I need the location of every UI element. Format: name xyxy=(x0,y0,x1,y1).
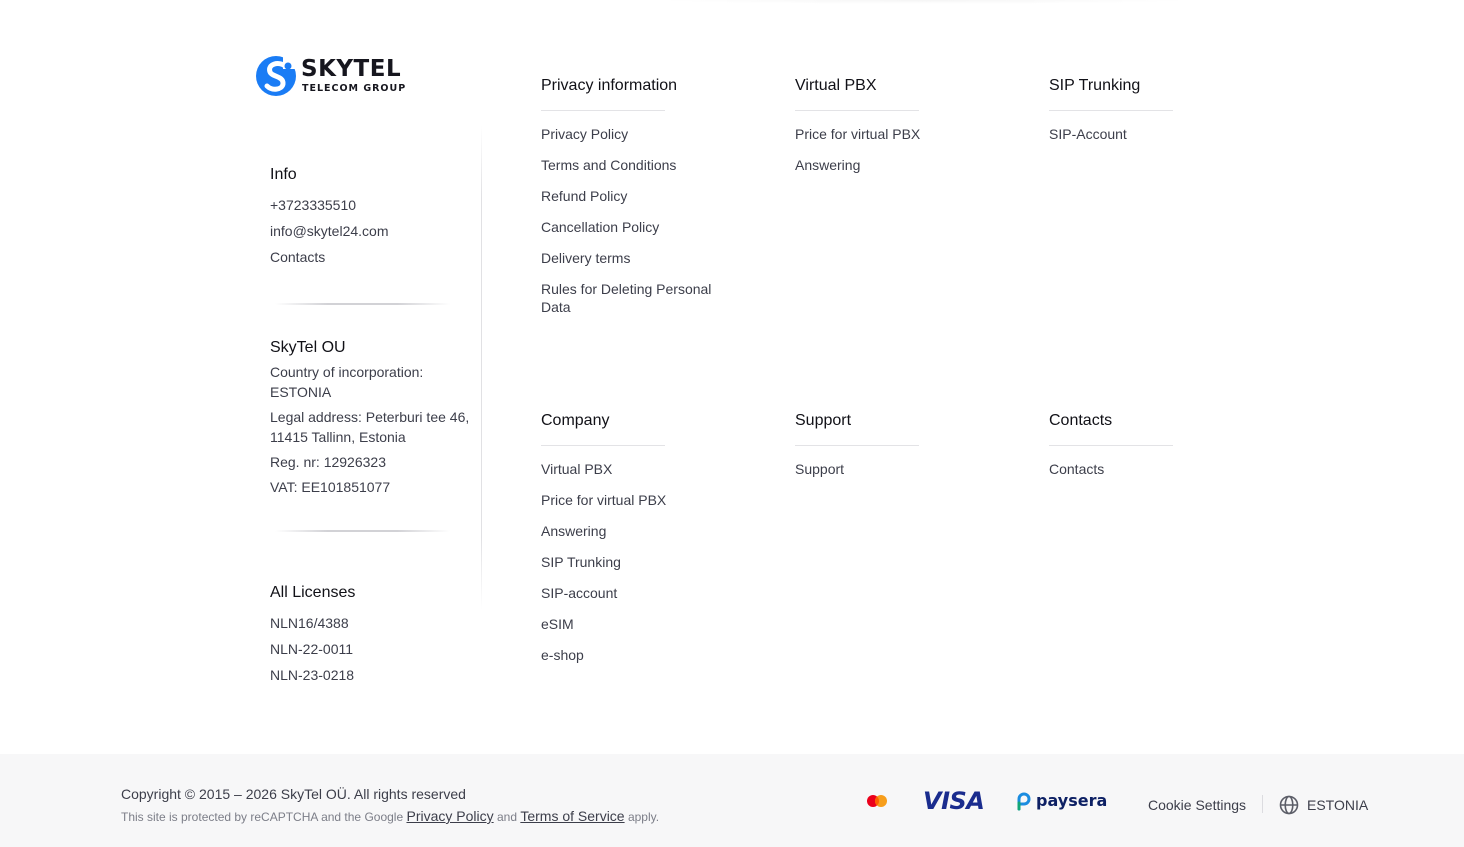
column-title: Virtual PBX xyxy=(795,77,877,94)
title-underline xyxy=(541,445,665,446)
info-block xyxy=(270,166,470,270)
logo-title: SKYTEL xyxy=(301,56,402,83)
title-underline xyxy=(795,445,919,446)
title-underline xyxy=(541,110,665,111)
copyright-text: Copyright © 2015 – 2026 SkyTel OÜ. All rights reserved xyxy=(121,786,466,802)
title-underline xyxy=(1049,445,1173,446)
licenses-title[interactable]: All Licenses xyxy=(270,584,356,601)
top-shadow xyxy=(650,0,1200,4)
column-title: Support xyxy=(795,412,852,429)
column-title: Privacy information xyxy=(541,77,678,94)
bottom-bar xyxy=(0,754,1464,847)
phone-link[interactable]: +3723335510 xyxy=(270,197,357,213)
column-contacts xyxy=(1049,409,1249,491)
column-title: SIP Trunking xyxy=(1049,77,1141,94)
mastercard-icon xyxy=(866,794,888,808)
link-support[interactable]: Support xyxy=(795,461,845,477)
mastercard-logo xyxy=(866,754,888,847)
skytel-logo[interactable] xyxy=(255,55,406,97)
title-underline xyxy=(795,110,919,111)
link-virtual-pbx[interactable]: Virtual PBX xyxy=(541,461,613,477)
recaptcha-and: and xyxy=(496,810,517,824)
contacts-link[interactable]: Contacts xyxy=(270,249,326,265)
language-selector[interactable] xyxy=(1279,795,1368,815)
column-virtual-pbx xyxy=(795,74,995,187)
link-refund-policy[interactable]: Refund Policy xyxy=(541,188,628,204)
logo-tagline: TELECOM GROUP xyxy=(302,83,407,95)
recaptcha-notice xyxy=(121,808,659,824)
link-answering[interactable]: Answering xyxy=(795,157,861,173)
column-title: Contacts xyxy=(1049,412,1113,429)
legal-block xyxy=(270,339,470,502)
license-link[interactable]: NLN-22-0011 xyxy=(270,641,354,657)
divider xyxy=(1262,795,1263,813)
info-title: Info xyxy=(270,166,297,183)
licenses-block xyxy=(270,584,470,688)
column-sip-trunking xyxy=(1049,74,1249,156)
license-link[interactable]: NLN-23-0218 xyxy=(270,667,355,683)
email-link[interactable]: info@skytel24.com xyxy=(270,223,389,239)
paysera-text: paysera xyxy=(1036,791,1108,810)
column-company xyxy=(541,409,741,677)
link-price-virtual-pbx[interactable]: Price for virtual PBX xyxy=(795,126,921,142)
link-sip-account[interactable]: SIP-account xyxy=(541,585,618,601)
link-price-virtual-pbx[interactable]: Price for virtual PBX xyxy=(541,492,667,508)
link-sip-trunking[interactable]: SIP Trunking xyxy=(541,554,621,570)
column-privacy-information xyxy=(541,74,741,329)
skytel-logo-icon xyxy=(255,55,297,97)
link-esim[interactable]: eSIM xyxy=(541,616,574,632)
column-title: Company xyxy=(541,412,610,429)
link-privacy-policy[interactable]: Privacy Policy xyxy=(541,126,629,142)
link-answering[interactable]: Answering xyxy=(541,523,607,539)
google-terms-link[interactable]: Terms of Service xyxy=(520,808,625,824)
address-text: Legal address: Peterburi tee 46, 11415 Tallinn, Estonia xyxy=(270,409,470,445)
recaptcha-prefix: This site is protected by reCAPTCHA and the Google xyxy=(121,810,404,824)
paysera-logo xyxy=(1016,754,1107,847)
link-e-shop[interactable]: e-shop xyxy=(541,647,584,663)
divider xyxy=(275,303,450,305)
link-delivery-terms[interactable]: Delivery terms xyxy=(541,250,631,266)
paysera-icon xyxy=(1016,791,1032,811)
vertical-divider xyxy=(481,125,482,610)
link-sip-account[interactable]: SIP-Account xyxy=(1049,126,1127,142)
divider xyxy=(275,530,450,532)
link-cancellation-policy[interactable]: Cancellation Policy xyxy=(541,219,660,235)
link-contacts[interactable]: Contacts xyxy=(1049,461,1105,477)
globe-icon xyxy=(1279,795,1299,815)
country-text: Country of incorporation: ESTONIA xyxy=(270,364,424,400)
recaptcha-suffix: apply. xyxy=(627,810,660,824)
reg-text: Reg. nr: 12926323 xyxy=(270,454,386,470)
license-link[interactable]: NLN16/4388 xyxy=(270,615,349,631)
visa-logo: VISA xyxy=(923,786,985,815)
language-label: ESTONIA xyxy=(1307,797,1369,813)
link-terms-and-conditions[interactable]: Terms and Conditions xyxy=(541,157,677,173)
google-privacy-link[interactable]: Privacy Policy xyxy=(406,808,494,824)
column-support xyxy=(795,409,995,491)
vat-text: VAT: EE101851077 xyxy=(270,479,391,495)
title-underline xyxy=(1049,110,1173,111)
link-rules-deleting-data[interactable]: Rules for Deleting Personal Data xyxy=(541,281,712,315)
cookie-settings-button[interactable]: Cookie Settings xyxy=(1148,797,1247,813)
legal-title: SkyTel OU xyxy=(270,339,346,356)
